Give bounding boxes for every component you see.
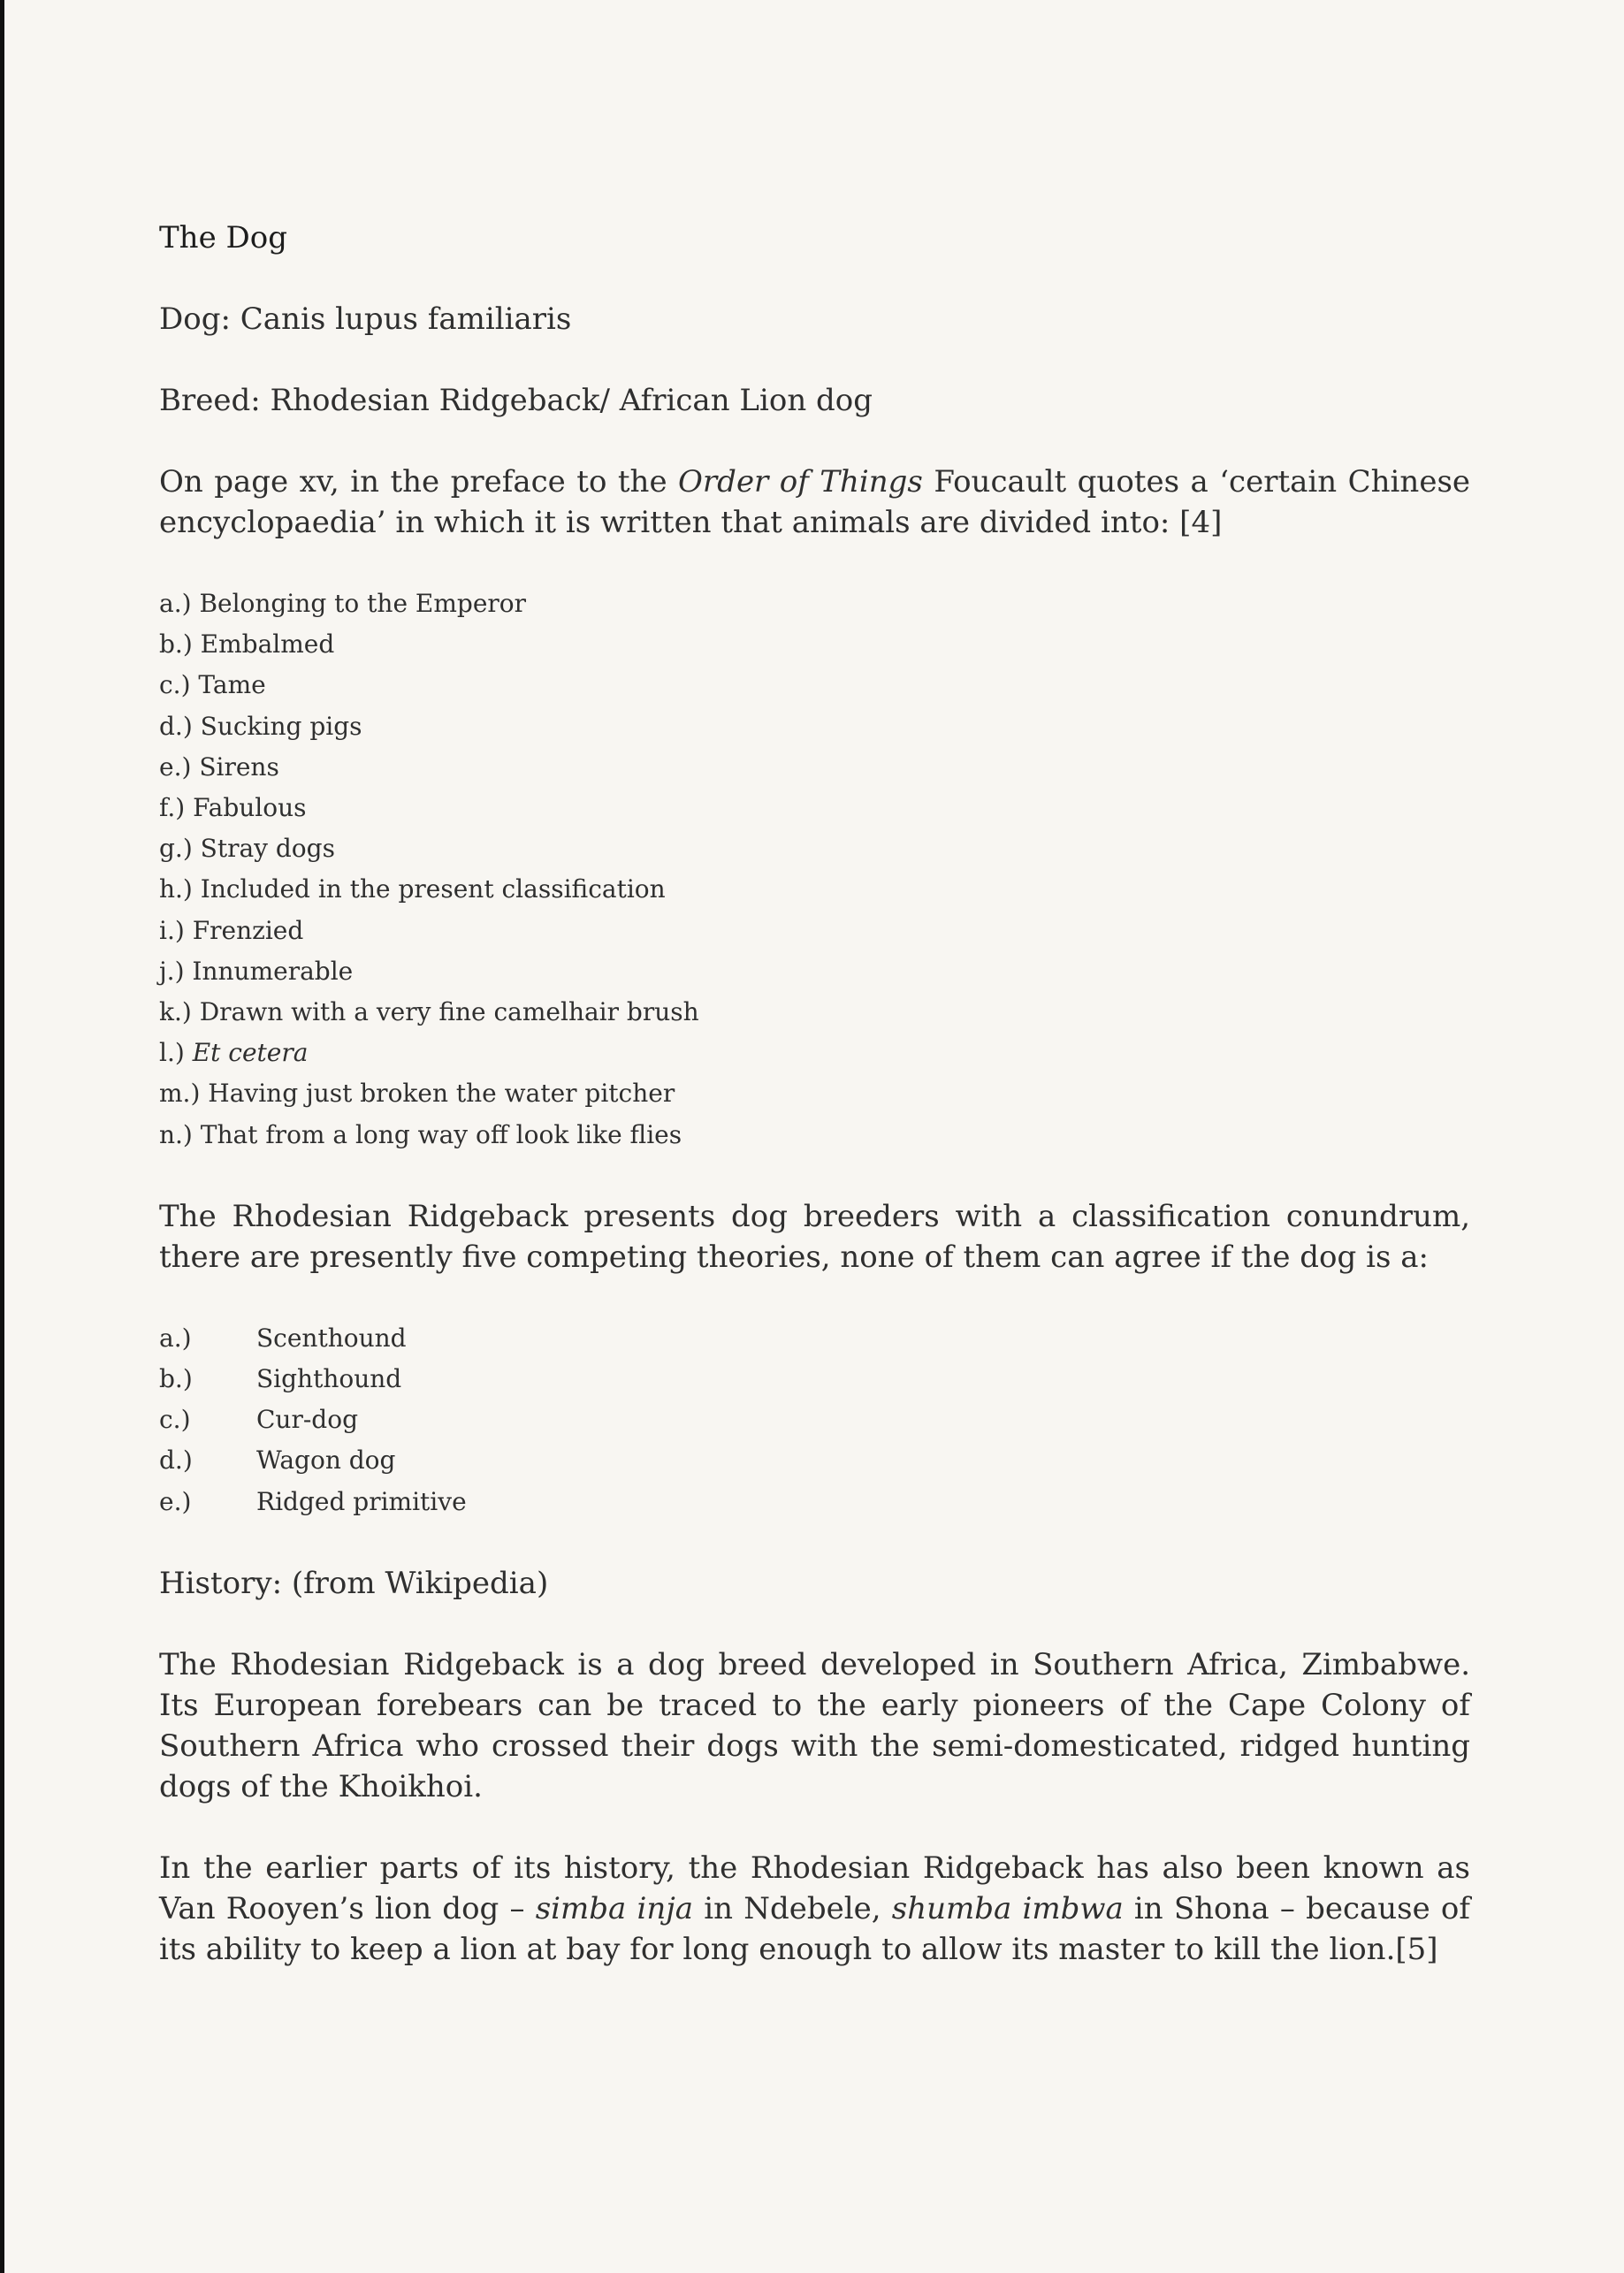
list-item	[159, 1033, 1470, 1073]
list-item-text: Innumerable	[192, 956, 354, 986]
intro-text-before: On page xv, in the preface to the	[159, 464, 679, 500]
list-item	[159, 869, 1470, 910]
history-text-part3: in Shona – because of its ability to keep a lion at bay for long enough to allow its master to kill the lion.[5]	[159, 1890, 1470, 1967]
list-item-label: l.)	[159, 1038, 185, 1068]
list-item-text: Scenthound	[256, 1323, 407, 1353]
list-item-text: That from a long way off look like flies	[200, 1119, 682, 1149]
list-item-label: g.)	[159, 834, 193, 864]
species-line: Dog: Canis lupus familiaris	[159, 301, 572, 337]
list-item-text: Cur-dog	[256, 1405, 359, 1435]
list-item-text: Drawn with a very fine camelhair brush	[199, 997, 699, 1027]
intro-text-after: Foucault quotes a ‘certain Chinese encyclopaedia’ in which it is written that animals are divided into: [4]	[159, 464, 1471, 540]
shona-term: shumba imbwa	[891, 1890, 1124, 1926]
history-text-part2: in Ndebele,	[693, 1890, 892, 1926]
list-item-label: j.)	[159, 956, 185, 986]
list-item-text: Ridged primitive	[256, 1486, 467, 1516]
list-item-label: c.)	[159, 1405, 191, 1435]
list-item	[159, 706, 1470, 747]
list-item	[159, 624, 1470, 665]
list-item-label: i.)	[159, 915, 185, 945]
document-page	[159, 217, 1470, 2010]
list-item	[159, 1073, 1470, 1114]
page-left-edge	[0, 0, 4, 2273]
list-item-text: Sirens	[199, 751, 279, 782]
list-item-label: b.)	[159, 1364, 193, 1394]
list-item	[159, 1400, 1470, 1440]
book-title: Order of Things	[678, 464, 923, 500]
ndebele-term: simba inja	[535, 1890, 694, 1926]
list-item-text: Tame	[198, 670, 266, 700]
list-item-text: Belonging to the Emperor	[199, 589, 527, 618]
list-item-label: h.)	[159, 874, 193, 904]
list-item	[159, 584, 1470, 624]
list-item-text: Fabulous	[193, 793, 307, 823]
list-item	[159, 747, 1470, 788]
list-item-text: Stray dogs	[200, 834, 335, 864]
list-item	[159, 1318, 1470, 1359]
list-item-text: Et cetera	[192, 1038, 309, 1068]
list-item	[159, 1359, 1470, 1400]
list-item-label: m.)	[159, 1079, 201, 1109]
list-item-label: e.)	[159, 1486, 192, 1516]
list-item-label: k.)	[159, 997, 192, 1027]
list-item-text: Embalmed	[200, 629, 335, 660]
page-title: The Dog	[159, 220, 287, 256]
theories-list	[159, 1318, 1470, 1522]
history-heading: History: (from Wikipedia)	[159, 1565, 549, 1601]
conundrum-paragraph: The Rhodesian Ridgeback presents dog breeders with a classification conundrum, there are presently five competing theories, none of them can agree if the dog is a:	[159, 1198, 1470, 1275]
intro-paragraph	[159, 461, 1470, 543]
list-item	[159, 665, 1470, 706]
list-item-label: b.)	[159, 629, 193, 660]
history-paragraph-2	[159, 1848, 1470, 1970]
breed-line: Breed: Rhodesian Ridgeback/ African Lion dog	[159, 383, 873, 418]
history-paragraph-1: The Rhodesian Ridgeback is a dog breed developed in Southern Africa, Zimbabwe. Its European forebears can be traced to the early pioneers of the Cape Colony of Southern Africa who crossed their dogs with the semi-domesticated, ridged hunting dogs of the Khoikhoi.	[159, 1646, 1470, 1804]
list-item	[159, 911, 1470, 951]
history-text-part1: In the earlier parts of its history, the Rhodesian Ridgeback has also been known as Van Rooyen’s lion dog –	[159, 1850, 1470, 1926]
list-item-text: Frenzied	[192, 915, 304, 945]
list-item	[159, 1440, 1470, 1481]
list-item-label: d.)	[159, 1445, 193, 1476]
list-item-label: n.)	[159, 1119, 193, 1149]
list-item	[159, 828, 1470, 869]
list-item-text: Included in the present classification	[200, 874, 666, 904]
list-item-text: Wagon dog	[256, 1445, 396, 1476]
list-item-label: a.)	[159, 1323, 192, 1353]
list-item-label: f.)	[159, 793, 186, 823]
list-item-text: Sucking pigs	[200, 711, 362, 741]
list-item	[159, 788, 1470, 828]
list-item	[159, 1115, 1470, 1156]
list-item	[159, 992, 1470, 1033]
list-item	[159, 951, 1470, 992]
list-item	[159, 1482, 1470, 1522]
list-item-label: a.)	[159, 589, 192, 618]
encyclopaedia-list	[159, 584, 1470, 1156]
list-item-text: Having just broken the water pitcher	[208, 1079, 675, 1109]
list-item-label: c.)	[159, 670, 191, 700]
list-item-label: d.)	[159, 711, 193, 741]
list-item-label: e.)	[159, 751, 192, 782]
list-item-text: Sighthound	[256, 1364, 402, 1394]
